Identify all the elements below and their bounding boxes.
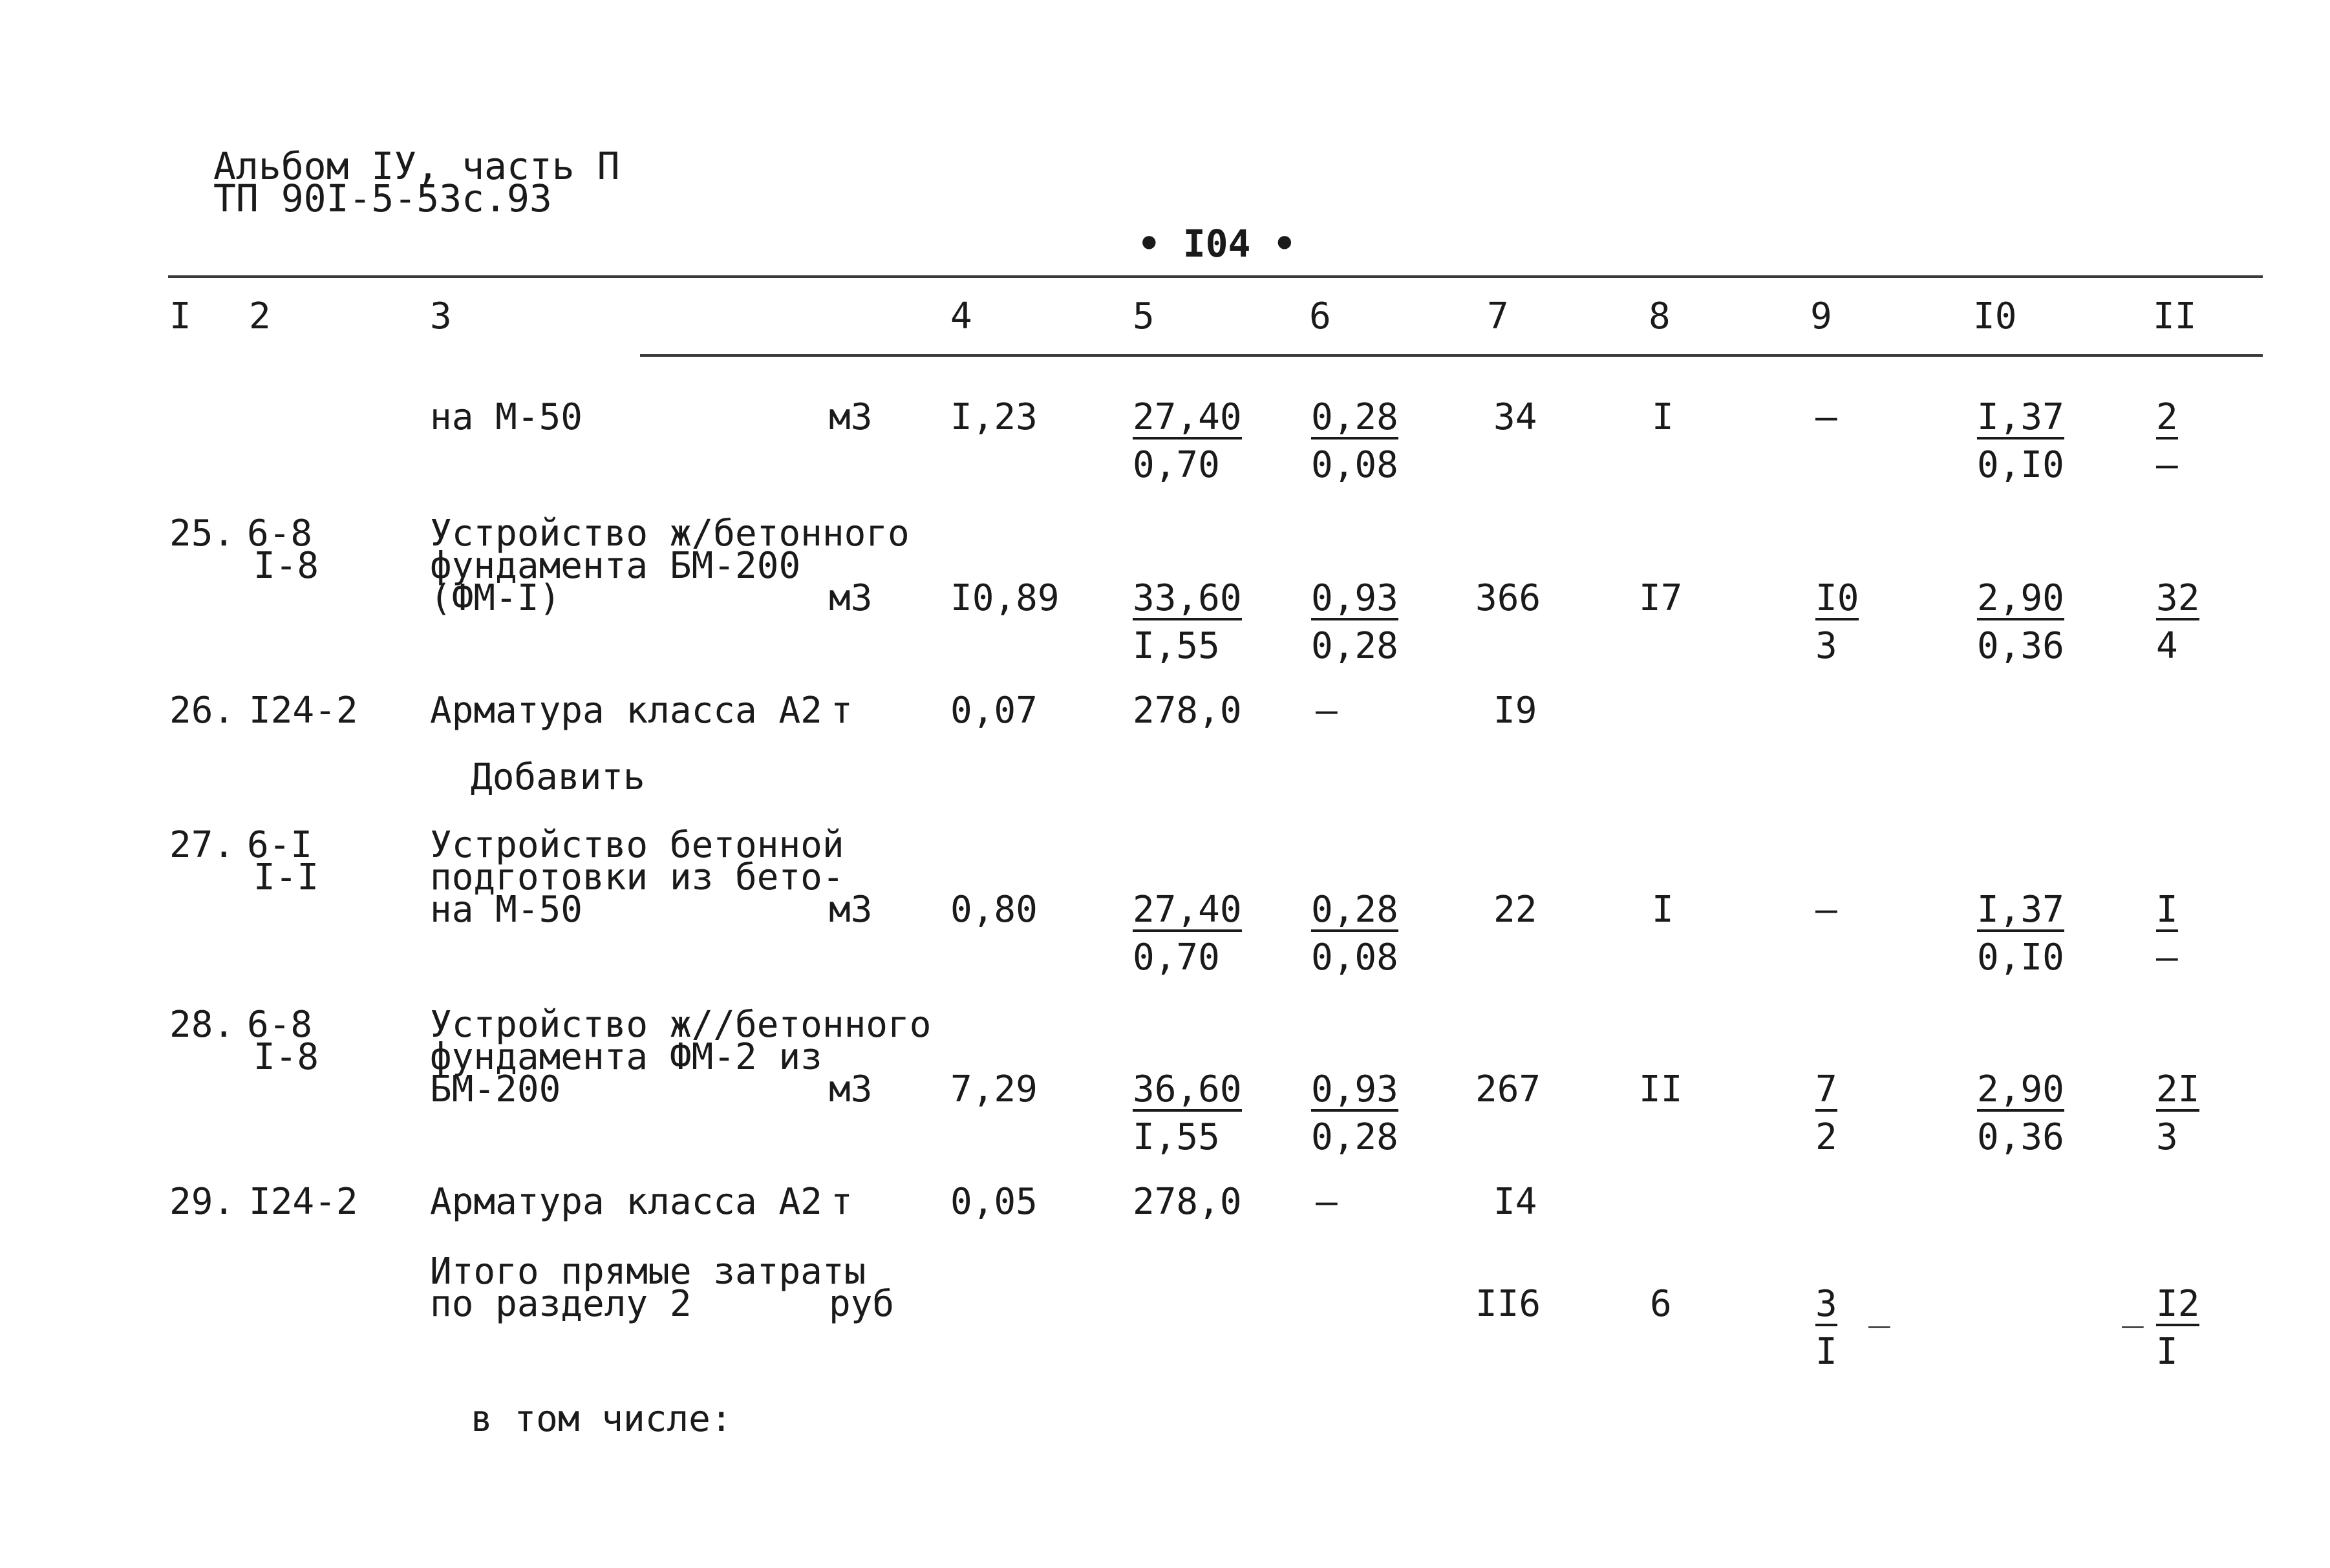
top-rule [168, 275, 2263, 278]
row-name-line: Устройство бетонной [430, 824, 844, 866]
row-code-bottom: I-I [253, 856, 319, 898]
row-c9-top: – [1815, 889, 1837, 931]
col-header-7: 7 [1487, 295, 1509, 337]
row-c10-top: I,37 [1977, 396, 2064, 438]
total-c11-top: I2 [2156, 1283, 2200, 1325]
row-c11-bottom: – [2156, 444, 2178, 486]
row-qty: 0,80 [950, 889, 1038, 931]
row-c5-top: 278,0 [1133, 1181, 1242, 1223]
row-c10-top: 2,90 [1977, 1068, 2064, 1110]
add-section-label: Добавить [471, 756, 645, 798]
row-c8: I [1652, 889, 1674, 931]
row-c7: 22 [1493, 889, 1537, 931]
row-c7: 366 [1475, 577, 1541, 619]
row-c9-bottom: 2 [1815, 1116, 1837, 1158]
row-name-line: на М-50 [430, 889, 583, 931]
row-number: 25. [169, 513, 235, 555]
row-qty: 7,29 [950, 1068, 1038, 1110]
row-code-top: I24-2 [249, 1181, 358, 1223]
row-name-line: фундамента БМ-200 [430, 545, 801, 587]
row-unit: м3 [829, 396, 873, 438]
total-c7: II6 [1475, 1283, 1541, 1325]
row-c11-top: 32 [2156, 577, 2200, 619]
row-number: 26. [169, 690, 235, 732]
row-unit: м3 [829, 1068, 873, 1110]
row-name-line: фундамента ФМ-2 из [430, 1036, 822, 1078]
row-unit: т [831, 1181, 853, 1223]
col-header-2: 2 [249, 295, 271, 337]
row-code-top: I24-2 [249, 690, 358, 732]
row-c10-top: I,37 [1977, 889, 2064, 931]
row-code-bottom: I-8 [253, 1036, 319, 1078]
col-header-4: 4 [950, 295, 972, 337]
col-header-11: II [2153, 295, 2197, 337]
row-qty: 0,07 [950, 690, 1038, 732]
row-c6-top: – [1316, 1181, 1338, 1223]
album-title: Альбом IУ, часть П [213, 144, 620, 188]
row-name-line: Устройство ж/бетонного [430, 513, 910, 555]
page-number-dash-right: • [1250, 222, 1296, 266]
row-c10-bottom: 0,I0 [1977, 444, 2064, 486]
row-code-top: 6-8 [247, 513, 313, 555]
col-header-6: 6 [1309, 295, 1331, 337]
row-c6-bottom: 0,28 [1311, 1116, 1398, 1158]
col-header-3: 3 [430, 295, 452, 337]
row-unit: м3 [829, 577, 873, 619]
row-c10-top: 2,90 [1977, 577, 2064, 619]
row-name-line: на М-50 [430, 396, 583, 438]
page-number-dash-left: • [1137, 222, 1183, 266]
page-number [1093, 187, 1296, 266]
row-c5-top: 278,0 [1133, 690, 1242, 732]
row-c6-top: – [1316, 690, 1338, 732]
row-c11-top: I [2156, 889, 2178, 931]
row-c5-bottom: I,55 [1133, 625, 1220, 667]
total-c9-bottom: I [1815, 1331, 1837, 1373]
row-name-line: Устройство ж//бетонного [430, 1004, 932, 1046]
row-unit: т [831, 690, 853, 732]
row-c7: I9 [1493, 690, 1537, 732]
project-code: ТП 90I-5-53с.93 [213, 176, 552, 220]
row-c11-bottom: 3 [2156, 1116, 2178, 1158]
row-c9-top: 7 [1815, 1068, 1837, 1110]
row-c5-bottom: 0,70 [1133, 937, 1220, 979]
col-header-1: I [169, 295, 191, 337]
row-qty: I,23 [950, 396, 1038, 438]
total-c9-dash: _ [1868, 1286, 1890, 1328]
row-c6-bottom: 0,08 [1311, 444, 1398, 486]
row-c7: 34 [1493, 396, 1537, 438]
row-unit: м3 [829, 889, 873, 931]
col-header-9: 9 [1810, 295, 1832, 337]
row-c5-top: 33,60 [1133, 577, 1242, 619]
row-c5-bottom: I,55 [1133, 1116, 1220, 1158]
col-header-10: I0 [1973, 295, 2017, 337]
col-header-8: 8 [1649, 295, 1671, 337]
row-c5-top: 27,40 [1133, 889, 1242, 931]
row-name-line: Арматура класса А2 [430, 1181, 822, 1223]
total-unit: руб [829, 1283, 895, 1325]
row-c9-top: – [1815, 396, 1837, 438]
row-code-top: 6-8 [247, 1004, 313, 1046]
row-number: 29. [169, 1181, 235, 1223]
row-c9-bottom: 3 [1815, 625, 1837, 667]
row-c7: 267 [1475, 1068, 1541, 1110]
row-c6-top: 0,28 [1311, 889, 1398, 931]
row-c5-top: 27,40 [1133, 396, 1242, 438]
row-c6-bottom: 0,08 [1311, 937, 1398, 979]
total-c8: 6 [1650, 1283, 1672, 1325]
row-c11-top: 2I [2156, 1068, 2200, 1110]
row-c7: I4 [1493, 1181, 1537, 1223]
row-c10-bottom: 0,36 [1977, 625, 2064, 667]
row-c6-top: 0,93 [1311, 1068, 1398, 1110]
including-label: в том числе: [471, 1398, 732, 1440]
total-c11-bottom: I [2156, 1331, 2178, 1373]
row-number: 28. [169, 1004, 235, 1046]
row-c5-top: 36,60 [1133, 1068, 1242, 1110]
col-header-5: 5 [1133, 295, 1155, 337]
row-c6-top: 0,28 [1311, 396, 1398, 438]
row-c8: II [1639, 1068, 1683, 1110]
header-bottom-rule [640, 354, 2263, 357]
row-code-top: 6-I [247, 824, 313, 866]
row-name-line: БМ-200 [430, 1068, 561, 1110]
row-name-line: Арматура класса А2 [430, 690, 822, 732]
row-number: 27. [169, 824, 235, 866]
row-name-line: (ФМ-I) [430, 577, 561, 619]
row-c11-bottom: – [2156, 937, 2178, 979]
row-c10-bottom: 0,36 [1977, 1116, 2064, 1158]
row-c8: I7 [1639, 577, 1683, 619]
row-c11-bottom: 4 [2156, 625, 2178, 667]
row-c6-top: 0,93 [1311, 577, 1398, 619]
total-name-line: по разделу 2 [430, 1283, 692, 1325]
page-number-value: I04 [1182, 222, 1251, 266]
total-c9-top: 3 [1815, 1283, 1837, 1325]
row-c5-bottom: 0,70 [1133, 444, 1220, 486]
row-qty: I0,89 [950, 577, 1060, 619]
row-c11-top: 2 [2156, 396, 2178, 438]
row-c9-top: I0 [1815, 577, 1859, 619]
row-name-line: подготовки из бето- [430, 856, 844, 898]
row-c6-bottom: 0,28 [1311, 625, 1398, 667]
row-code-bottom: I-8 [253, 545, 319, 587]
row-c8: I [1652, 396, 1674, 438]
row-c10-bottom: 0,I0 [1977, 937, 2064, 979]
row-qty: 0,05 [950, 1181, 1038, 1223]
total-c11-dash: _ [2122, 1286, 2144, 1328]
total-name-line: Итого прямые затраты [430, 1251, 866, 1293]
